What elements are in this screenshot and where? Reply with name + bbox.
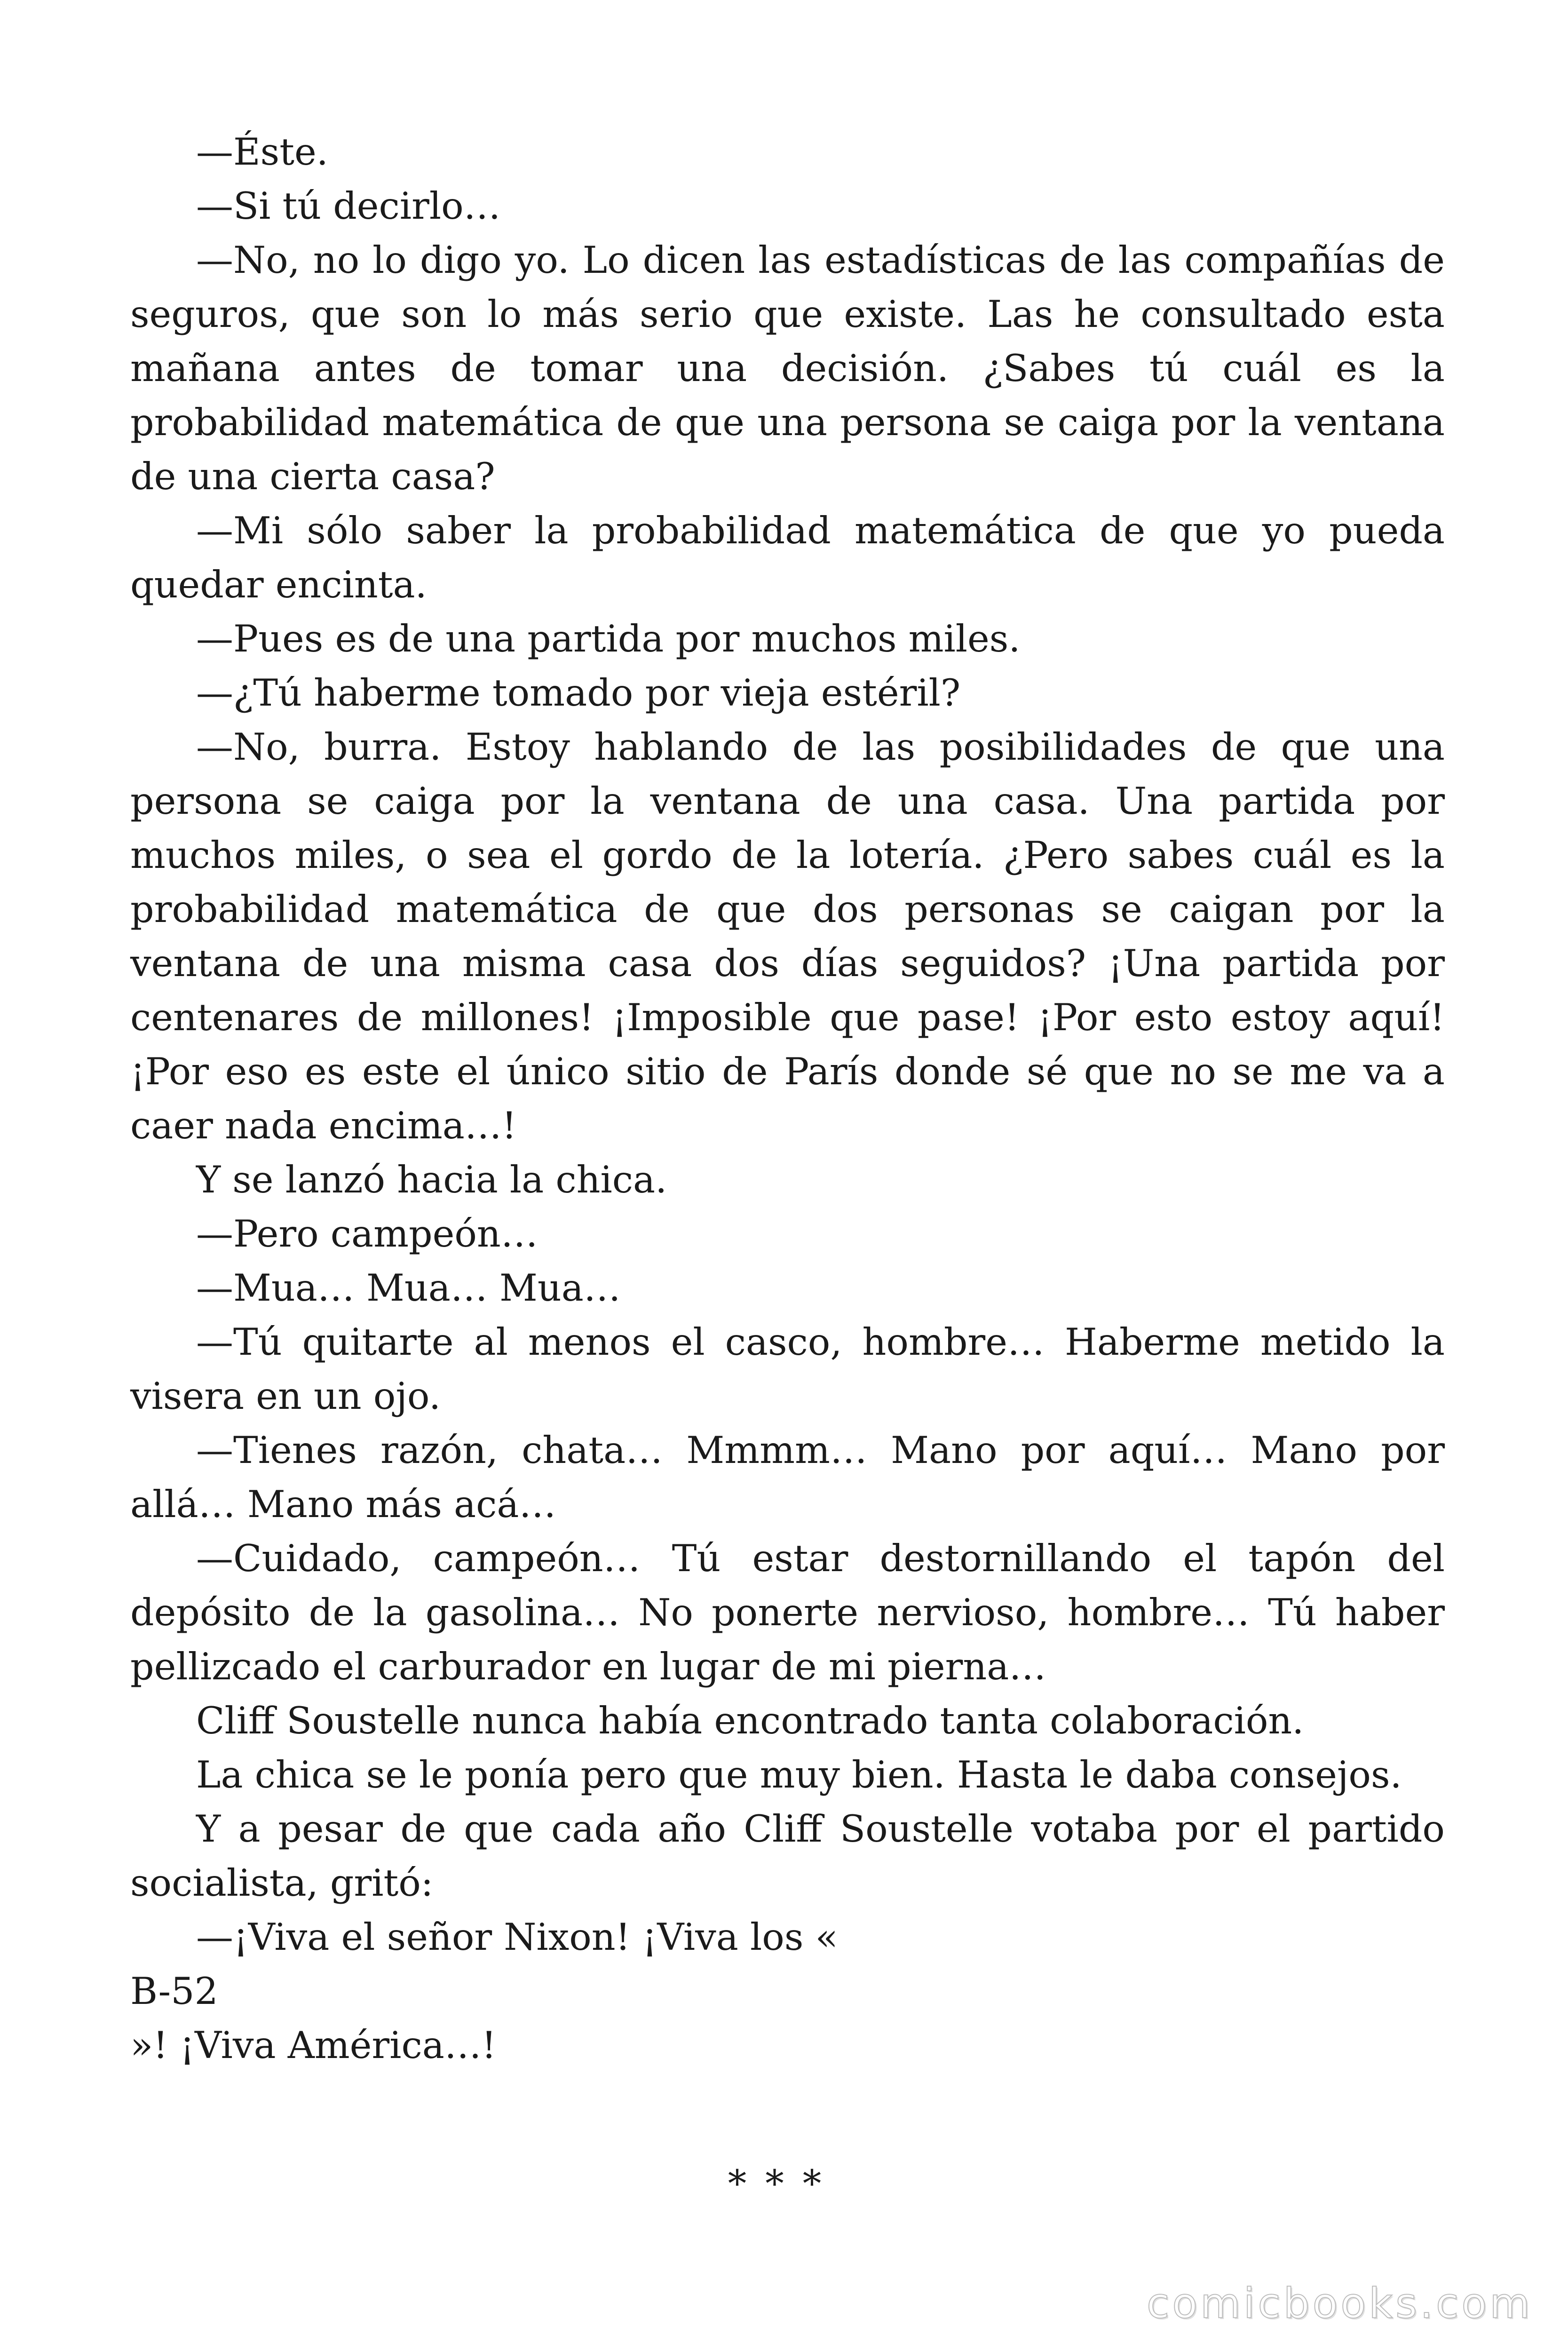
paragraph: —Pero campeón… (196, 1212, 538, 1255)
watermark-logo: comicbooks.com (1146, 2279, 1533, 2328)
book-page-text (130, 125, 1445, 2073)
paragraph: B-52 (130, 1970, 218, 2013)
paragraph: —Mi sólo saber la probabilidad matemática de que yo pueda quedar encinta. (130, 509, 1445, 606)
paragraph: Cliff Soustelle nunca había encontrado tanta colaboración. (196, 1699, 1304, 1742)
paragraph: La chica se le ponía pero que muy bien. Hasta le daba consejos. (196, 1753, 1402, 1796)
paragraph: —¿Tú haberme tomado por vieja estéril? (196, 671, 961, 715)
paragraph: —Pues es de una partida por muchos miles. (196, 617, 1021, 660)
paragraph: —Si tú decirlo… (196, 184, 501, 228)
paragraph: —¡Viva el señor Nixon! ¡Viva los « (196, 1915, 838, 1959)
paragraph: —Tienes razón, chata… Mmmm… Mano por aquí… Mano por allá… Mano más acá… (130, 1429, 1445, 1526)
paragraph: —Éste. (196, 130, 328, 174)
section-separator: *** (728, 2162, 840, 2205)
paragraph: »! ¡Viva América…! (130, 2024, 497, 2067)
paragraph: —No, burra. Estoy hablando de las posibilidades de que una persona se caiga por la ventana de una casa. Una partida por muchos miles, o sea el gordo de la lotería. ¿Pero sabes cuál es la probabilidad matemática de que dos personas se caigan por la ventana de una misma casa dos días seguidos? ¡Una partida por centenares de millones! ¡Imposible que pase! ¡Por esto estoy aquí! ¡Por eso es este el único sitio de París donde sé que no se me va a caer nada encima…! (130, 725, 1445, 1147)
paragraph: —No, no lo digo yo. Lo dicen las estadísticas de las compañías de seguros, que son lo más serio que existe. Las he consultado esta mañana antes de tomar una decisión. ¿Sabes tú cuál es la probabilidad matemática de que una persona se caiga por la ventana de una cierta casa? (130, 238, 1445, 498)
paragraph: —Tú quitarte al menos el casco, hombre… Haberme metido la visera en un ojo. (130, 1320, 1445, 1418)
paragraph: Y se lanzó hacia la chica. (196, 1158, 667, 1201)
paragraph: Y a pesar de que cada año Cliff Soustelle votaba por el partido socialista, gritó: (130, 1807, 1445, 1905)
paragraph: —Cuidado, campeón… Tú estar destornillando el tapón del depósito de la gasolina… No ponerte nervioso, hombre… Tú haber pellizcado el carburador en lugar de mi pierna… (130, 1537, 1445, 1688)
paragraph: —Mua… Mua… Mua… (196, 1266, 621, 1310)
